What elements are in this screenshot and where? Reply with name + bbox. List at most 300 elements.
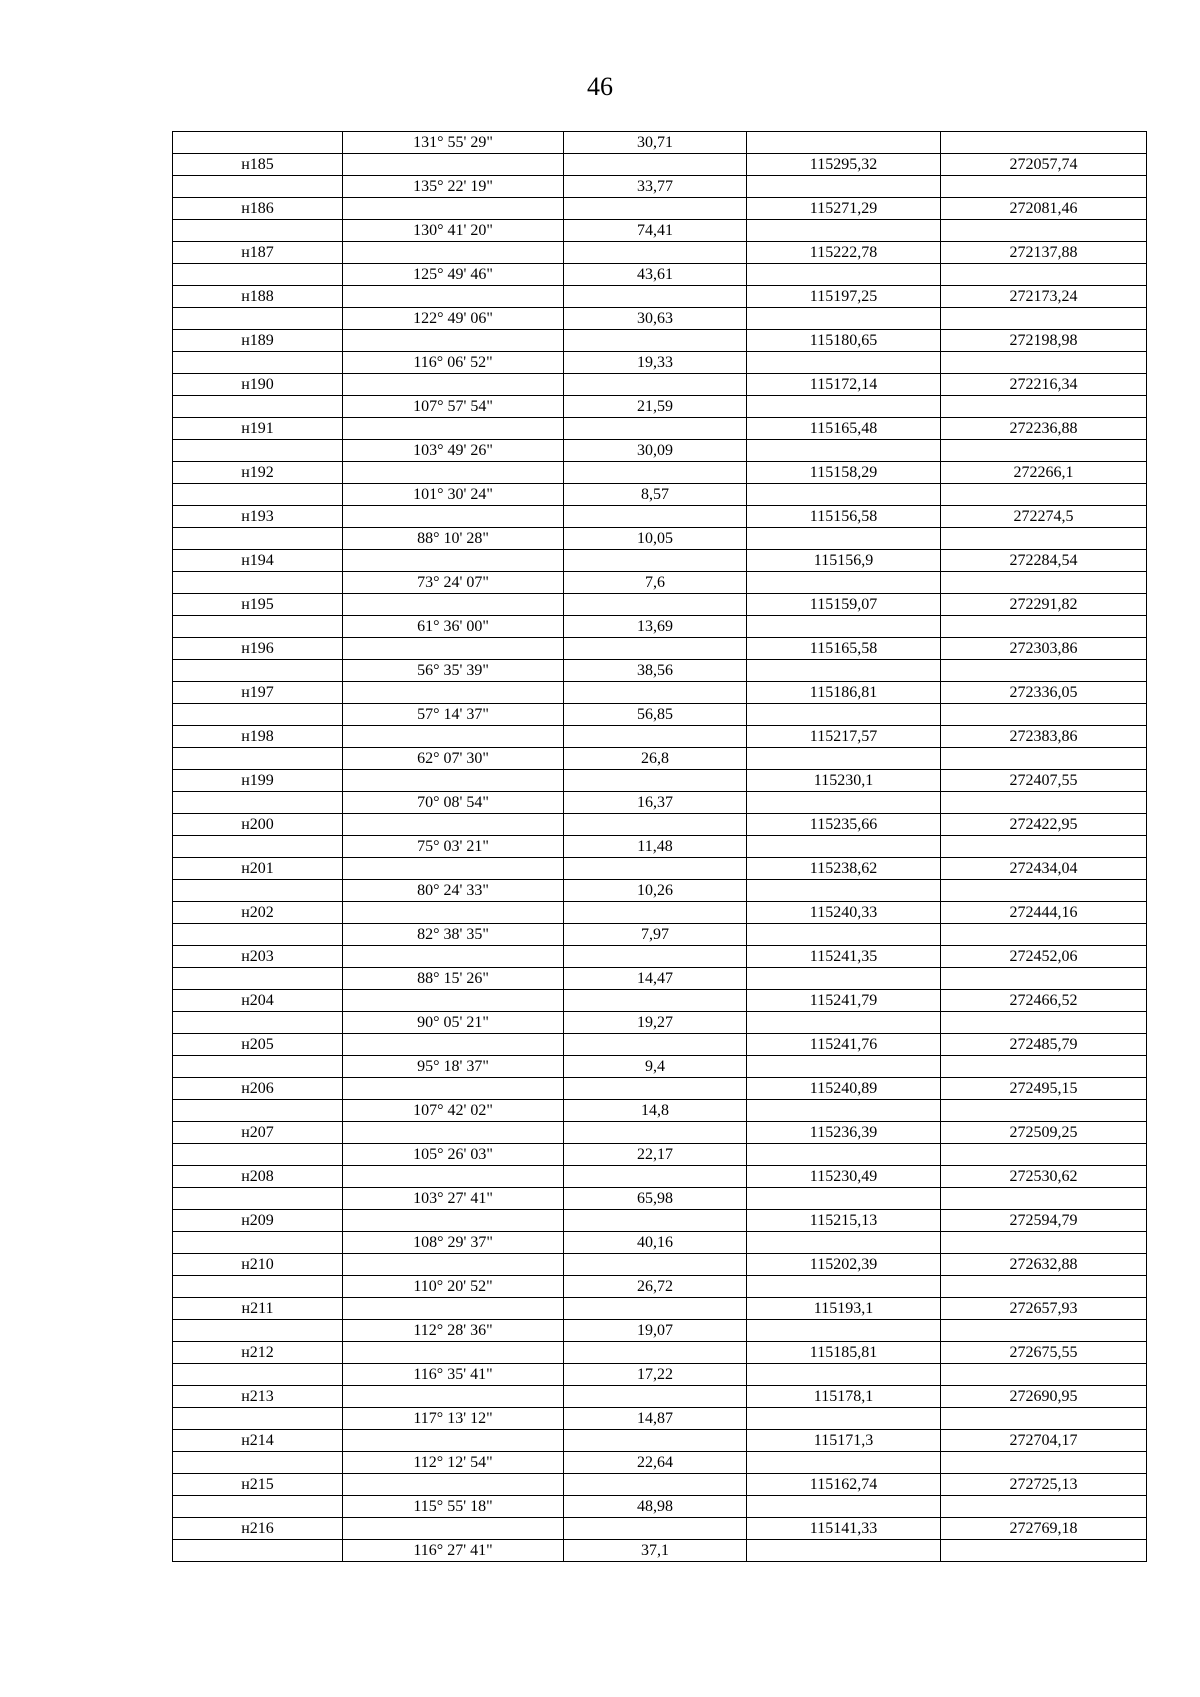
- bearing-cell: 75° 03' 21": [343, 836, 564, 858]
- point-name-cell: н207: [173, 1122, 343, 1144]
- y-coordinate-cell: [941, 1188, 1147, 1210]
- table-row: [173, 550, 1147, 572]
- x-coordinate-cell: [747, 220, 941, 242]
- bearing-cell: [343, 1210, 564, 1232]
- y-coordinate-cell: [941, 924, 1147, 946]
- table-row: [173, 286, 1147, 308]
- distance-cell: [564, 550, 747, 572]
- y-coordinate-cell: 272675,55: [941, 1342, 1147, 1364]
- point-name-cell: н215: [173, 1474, 343, 1496]
- y-coordinate-cell: [941, 748, 1147, 770]
- bearing-cell: 57° 14' 37": [343, 704, 564, 726]
- point-name-cell: н205: [173, 1034, 343, 1056]
- table-row: [173, 1166, 1147, 1188]
- table-row: [173, 1254, 1147, 1276]
- bearing-cell: 105° 26' 03": [343, 1144, 564, 1166]
- distance-cell: [564, 814, 747, 836]
- x-coordinate-cell: [747, 264, 941, 286]
- distance-cell: [564, 946, 747, 968]
- point-name-cell: [173, 220, 343, 242]
- y-coordinate-cell: [941, 704, 1147, 726]
- x-coordinate-cell: [747, 1540, 941, 1562]
- x-coordinate-cell: 115165,58: [747, 638, 941, 660]
- y-coordinate-cell: [941, 880, 1147, 902]
- y-coordinate-cell: 272081,46: [941, 198, 1147, 220]
- bearing-cell: [343, 330, 564, 352]
- bearing-cell: [343, 374, 564, 396]
- table-row: [173, 836, 1147, 858]
- point-name-cell: н194: [173, 550, 343, 572]
- table-row: [173, 1188, 1147, 1210]
- x-coordinate-cell: [747, 176, 941, 198]
- y-coordinate-cell: [941, 1100, 1147, 1122]
- point-name-cell: [173, 616, 343, 638]
- distance-cell: [564, 1386, 747, 1408]
- point-name-cell: н195: [173, 594, 343, 616]
- y-coordinate-cell: 272495,15: [941, 1078, 1147, 1100]
- y-coordinate-cell: 272725,13: [941, 1474, 1147, 1496]
- bearing-cell: [343, 462, 564, 484]
- distance-cell: 56,85: [564, 704, 747, 726]
- point-name-cell: [173, 924, 343, 946]
- x-coordinate-cell: [747, 924, 941, 946]
- x-coordinate-cell: [747, 1276, 941, 1298]
- distance-cell: [564, 1078, 747, 1100]
- distance-cell: 22,17: [564, 1144, 747, 1166]
- distance-cell: 7,6: [564, 572, 747, 594]
- bearing-cell: 80° 24' 33": [343, 880, 564, 902]
- bearing-cell: [343, 1386, 564, 1408]
- bearing-cell: 135° 22' 19": [343, 176, 564, 198]
- distance-cell: [564, 1166, 747, 1188]
- point-name-cell: [173, 704, 343, 726]
- x-coordinate-cell: [747, 484, 941, 506]
- table-row: [173, 1386, 1147, 1408]
- point-name-cell: [173, 440, 343, 462]
- point-name-cell: [173, 1276, 343, 1298]
- point-name-cell: н196: [173, 638, 343, 660]
- y-coordinate-cell: 272704,17: [941, 1430, 1147, 1452]
- y-coordinate-cell: 272444,16: [941, 902, 1147, 924]
- distance-cell: 33,77: [564, 176, 747, 198]
- x-coordinate-cell: 115222,78: [747, 242, 941, 264]
- x-coordinate-cell: 115156,58: [747, 506, 941, 528]
- point-name-cell: н213: [173, 1386, 343, 1408]
- x-coordinate-cell: [747, 572, 941, 594]
- x-coordinate-cell: 115193,1: [747, 1298, 941, 1320]
- bearing-cell: [343, 1298, 564, 1320]
- table-row: [173, 814, 1147, 836]
- x-coordinate-cell: [747, 1452, 941, 1474]
- bearing-cell: 116° 35' 41": [343, 1364, 564, 1386]
- point-name-cell: [173, 880, 343, 902]
- y-coordinate-cell: [941, 308, 1147, 330]
- y-coordinate-cell: [941, 1540, 1147, 1562]
- point-name-cell: н204: [173, 990, 343, 1012]
- y-coordinate-cell: [941, 1012, 1147, 1034]
- bearing-cell: [343, 154, 564, 176]
- table-row: [173, 242, 1147, 264]
- x-coordinate-cell: [747, 440, 941, 462]
- point-name-cell: [173, 1408, 343, 1430]
- x-coordinate-cell: 115215,13: [747, 1210, 941, 1232]
- distance-cell: [564, 770, 747, 792]
- y-coordinate-cell: [941, 264, 1147, 286]
- table-row: [173, 1012, 1147, 1034]
- table-row: [173, 330, 1147, 352]
- distance-cell: 7,97: [564, 924, 747, 946]
- point-name-cell: н214: [173, 1430, 343, 1452]
- x-coordinate-cell: [747, 704, 941, 726]
- x-coordinate-cell: 115141,33: [747, 1518, 941, 1540]
- table-row: [173, 1364, 1147, 1386]
- x-coordinate-cell: [747, 1056, 941, 1078]
- distance-cell: [564, 1518, 747, 1540]
- x-coordinate-cell: 115241,79: [747, 990, 941, 1012]
- table-row: [173, 1474, 1147, 1496]
- bearing-cell: 112° 12' 54": [343, 1452, 564, 1474]
- bearing-cell: [343, 726, 564, 748]
- point-name-cell: [173, 1144, 343, 1166]
- x-coordinate-cell: [747, 1144, 941, 1166]
- point-name-cell: [173, 484, 343, 506]
- bearing-cell: 103° 49' 26": [343, 440, 564, 462]
- bearing-cell: 95° 18' 37": [343, 1056, 564, 1078]
- x-coordinate-cell: [747, 352, 941, 374]
- distance-cell: [564, 1430, 747, 1452]
- distance-cell: 30,63: [564, 308, 747, 330]
- x-coordinate-cell: 115172,14: [747, 374, 941, 396]
- distance-cell: [564, 1298, 747, 1320]
- distance-cell: [564, 374, 747, 396]
- distance-cell: [564, 594, 747, 616]
- x-coordinate-cell: 115178,1: [747, 1386, 941, 1408]
- x-coordinate-cell: 115236,39: [747, 1122, 941, 1144]
- table-row: [173, 1100, 1147, 1122]
- table-row: [173, 418, 1147, 440]
- point-name-cell: [173, 176, 343, 198]
- distance-cell: 10,05: [564, 528, 747, 550]
- table-row: [173, 792, 1147, 814]
- point-name-cell: [173, 1540, 343, 1562]
- x-coordinate-cell: 115230,1: [747, 770, 941, 792]
- x-coordinate-cell: [747, 1364, 941, 1386]
- y-coordinate-cell: 272137,88: [941, 242, 1147, 264]
- y-coordinate-cell: 272383,86: [941, 726, 1147, 748]
- distance-cell: [564, 1474, 747, 1496]
- point-name-cell: н199: [173, 770, 343, 792]
- x-coordinate-cell: [747, 132, 941, 154]
- bearing-cell: 61° 36' 00": [343, 616, 564, 638]
- y-coordinate-cell: 272291,82: [941, 594, 1147, 616]
- point-name-cell: н209: [173, 1210, 343, 1232]
- bearing-cell: [343, 638, 564, 660]
- y-coordinate-cell: 272690,95: [941, 1386, 1147, 1408]
- x-coordinate-cell: 115240,89: [747, 1078, 941, 1100]
- bearing-cell: [343, 1474, 564, 1496]
- bearing-cell: [343, 1518, 564, 1540]
- x-coordinate-cell: 115185,81: [747, 1342, 941, 1364]
- distance-cell: 37,1: [564, 1540, 747, 1562]
- distance-cell: 65,98: [564, 1188, 747, 1210]
- point-name-cell: [173, 352, 343, 374]
- bearing-cell: [343, 1166, 564, 1188]
- distance-cell: [564, 1210, 747, 1232]
- y-coordinate-cell: [941, 836, 1147, 858]
- point-name-cell: н186: [173, 198, 343, 220]
- point-name-cell: [173, 968, 343, 990]
- bearing-cell: 116° 27' 41": [343, 1540, 564, 1562]
- table-row: [173, 990, 1147, 1012]
- distance-cell: [564, 1342, 747, 1364]
- point-name-cell: н216: [173, 1518, 343, 1540]
- table-row: [173, 1144, 1147, 1166]
- table-row: [173, 1210, 1147, 1232]
- table-row: [173, 374, 1147, 396]
- coordinates-table-body: [173, 132, 1147, 1562]
- table-row: [173, 616, 1147, 638]
- bearing-cell: 107° 57' 54": [343, 396, 564, 418]
- bearing-cell: 88° 10' 28": [343, 528, 564, 550]
- bearing-cell: [343, 1122, 564, 1144]
- y-coordinate-cell: [941, 968, 1147, 990]
- y-coordinate-cell: 272434,04: [941, 858, 1147, 880]
- bearing-cell: [343, 1430, 564, 1452]
- bearing-cell: [343, 550, 564, 572]
- distance-cell: [564, 1034, 747, 1056]
- x-coordinate-cell: [747, 836, 941, 858]
- table-row: [173, 1496, 1147, 1518]
- point-name-cell: [173, 1364, 343, 1386]
- bearing-cell: [343, 946, 564, 968]
- y-coordinate-cell: 272769,18: [941, 1518, 1147, 1540]
- distance-cell: [564, 286, 747, 308]
- page-number: 46: [587, 72, 613, 101]
- point-name-cell: [173, 308, 343, 330]
- table-row: [173, 132, 1147, 154]
- y-coordinate-cell: [941, 440, 1147, 462]
- x-coordinate-cell: 115240,33: [747, 902, 941, 924]
- distance-cell: 26,8: [564, 748, 747, 770]
- point-name-cell: [173, 572, 343, 594]
- y-coordinate-cell: 272422,95: [941, 814, 1147, 836]
- x-coordinate-cell: 115180,65: [747, 330, 941, 352]
- bearing-cell: 62° 07' 30": [343, 748, 564, 770]
- table-row: [173, 176, 1147, 198]
- distance-cell: 16,37: [564, 792, 747, 814]
- x-coordinate-cell: 115202,39: [747, 1254, 941, 1276]
- bearing-cell: 82° 38' 35": [343, 924, 564, 946]
- y-coordinate-cell: [941, 528, 1147, 550]
- table-row: [173, 1034, 1147, 1056]
- y-coordinate-cell: 272198,98: [941, 330, 1147, 352]
- distance-cell: [564, 726, 747, 748]
- point-name-cell: н188: [173, 286, 343, 308]
- bearing-cell: 117° 13' 12": [343, 1408, 564, 1430]
- table-row: [173, 1342, 1147, 1364]
- table-row: [173, 748, 1147, 770]
- table-row: [173, 1320, 1147, 1342]
- point-name-cell: н201: [173, 858, 343, 880]
- y-coordinate-cell: 272594,79: [941, 1210, 1147, 1232]
- table-row: [173, 264, 1147, 286]
- table-row: [173, 704, 1147, 726]
- distance-cell: [564, 462, 747, 484]
- y-coordinate-cell: 272303,86: [941, 638, 1147, 660]
- distance-cell: 19,07: [564, 1320, 747, 1342]
- bearing-cell: [343, 198, 564, 220]
- point-name-cell: [173, 1100, 343, 1122]
- table-row: [173, 220, 1147, 242]
- point-name-cell: н200: [173, 814, 343, 836]
- distance-cell: [564, 638, 747, 660]
- x-coordinate-cell: 115217,57: [747, 726, 941, 748]
- y-coordinate-cell: 272407,55: [941, 770, 1147, 792]
- x-coordinate-cell: 115197,25: [747, 286, 941, 308]
- table-row: [173, 1430, 1147, 1452]
- y-coordinate-cell: 272336,05: [941, 682, 1147, 704]
- x-coordinate-cell: [747, 396, 941, 418]
- table-row: [173, 1298, 1147, 1320]
- table-row: [173, 638, 1147, 660]
- bearing-cell: 73° 24' 07": [343, 572, 564, 594]
- point-name-cell: н191: [173, 418, 343, 440]
- distance-cell: 9,4: [564, 1056, 747, 1078]
- table-row: [173, 1122, 1147, 1144]
- x-coordinate-cell: [747, 1012, 941, 1034]
- table-row: [173, 1232, 1147, 1254]
- point-name-cell: [173, 1188, 343, 1210]
- distance-cell: [564, 990, 747, 1012]
- distance-cell: 22,64: [564, 1452, 747, 1474]
- y-coordinate-cell: [941, 220, 1147, 242]
- distance-cell: [564, 858, 747, 880]
- point-name-cell: н192: [173, 462, 343, 484]
- point-name-cell: н206: [173, 1078, 343, 1100]
- y-coordinate-cell: 272173,24: [941, 286, 1147, 308]
- x-coordinate-cell: 115186,81: [747, 682, 941, 704]
- table-row: [173, 528, 1147, 550]
- bearing-cell: [343, 242, 564, 264]
- distance-cell: 30,71: [564, 132, 747, 154]
- point-name-cell: [173, 1056, 343, 1078]
- table-row: [173, 946, 1147, 968]
- table-row: [173, 154, 1147, 176]
- bearing-cell: 88° 15' 26": [343, 968, 564, 990]
- point-name-cell: н189: [173, 330, 343, 352]
- bearing-cell: 125° 49' 46": [343, 264, 564, 286]
- table-row: [173, 396, 1147, 418]
- y-coordinate-cell: [941, 1496, 1147, 1518]
- distance-cell: 26,72: [564, 1276, 747, 1298]
- bearing-cell: [343, 858, 564, 880]
- y-coordinate-cell: 272485,79: [941, 1034, 1147, 1056]
- x-coordinate-cell: [747, 792, 941, 814]
- y-coordinate-cell: 272657,93: [941, 1298, 1147, 1320]
- table-row: [173, 484, 1147, 506]
- table-row: [173, 902, 1147, 924]
- bearing-cell: [343, 1254, 564, 1276]
- x-coordinate-cell: 115165,48: [747, 418, 941, 440]
- table-row: [173, 506, 1147, 528]
- distance-cell: [564, 242, 747, 264]
- point-name-cell: н197: [173, 682, 343, 704]
- distance-cell: 30,09: [564, 440, 747, 462]
- y-coordinate-cell: [941, 1144, 1147, 1166]
- x-coordinate-cell: 115159,07: [747, 594, 941, 616]
- table-row: [173, 198, 1147, 220]
- distance-cell: 10,26: [564, 880, 747, 902]
- distance-cell: [564, 154, 747, 176]
- point-name-cell: [173, 748, 343, 770]
- y-coordinate-cell: [941, 396, 1147, 418]
- y-coordinate-cell: [941, 352, 1147, 374]
- point-name-cell: [173, 660, 343, 682]
- point-name-cell: н212: [173, 1342, 343, 1364]
- x-coordinate-cell: [747, 616, 941, 638]
- distance-cell: [564, 1254, 747, 1276]
- y-coordinate-cell: 272509,25: [941, 1122, 1147, 1144]
- distance-cell: 38,56: [564, 660, 747, 682]
- distance-cell: 11,48: [564, 836, 747, 858]
- bearing-cell: 103° 27' 41": [343, 1188, 564, 1210]
- table-row: [173, 682, 1147, 704]
- y-coordinate-cell: 272216,34: [941, 374, 1147, 396]
- bearing-cell: [343, 286, 564, 308]
- bearing-cell: 56° 35' 39": [343, 660, 564, 682]
- x-coordinate-cell: [747, 1496, 941, 1518]
- table-row: [173, 1408, 1147, 1430]
- y-coordinate-cell: [941, 132, 1147, 154]
- table-row: [173, 352, 1147, 374]
- table-row: [173, 770, 1147, 792]
- point-name-cell: [173, 396, 343, 418]
- y-coordinate-cell: 272530,62: [941, 1166, 1147, 1188]
- point-name-cell: н208: [173, 1166, 343, 1188]
- distance-cell: 74,41: [564, 220, 747, 242]
- y-coordinate-cell: 272452,06: [941, 946, 1147, 968]
- y-coordinate-cell: 272057,74: [941, 154, 1147, 176]
- point-name-cell: [173, 1496, 343, 1518]
- x-coordinate-cell: [747, 1320, 941, 1342]
- table-row: [173, 1452, 1147, 1474]
- y-coordinate-cell: 272266,1: [941, 462, 1147, 484]
- distance-cell: 17,22: [564, 1364, 747, 1386]
- point-name-cell: н198: [173, 726, 343, 748]
- point-name-cell: [173, 132, 343, 154]
- bearing-cell: 112° 28' 36": [343, 1320, 564, 1342]
- bearing-cell: [343, 990, 564, 1012]
- y-coordinate-cell: 272466,52: [941, 990, 1147, 1012]
- point-name-cell: н185: [173, 154, 343, 176]
- bearing-cell: [343, 1034, 564, 1056]
- point-name-cell: [173, 264, 343, 286]
- y-coordinate-cell: [941, 1408, 1147, 1430]
- distance-cell: 14,87: [564, 1408, 747, 1430]
- bearing-cell: 107° 42' 02": [343, 1100, 564, 1122]
- bearing-cell: 122° 49' 06": [343, 308, 564, 330]
- bearing-cell: 108° 29' 37": [343, 1232, 564, 1254]
- point-name-cell: н211: [173, 1298, 343, 1320]
- table-row: [173, 924, 1147, 946]
- bearing-cell: 70° 08' 54": [343, 792, 564, 814]
- table-row: [173, 1056, 1147, 1078]
- point-name-cell: [173, 792, 343, 814]
- table-row: [173, 572, 1147, 594]
- table-row: [173, 594, 1147, 616]
- x-coordinate-cell: 115156,9: [747, 550, 941, 572]
- distance-cell: 14,47: [564, 968, 747, 990]
